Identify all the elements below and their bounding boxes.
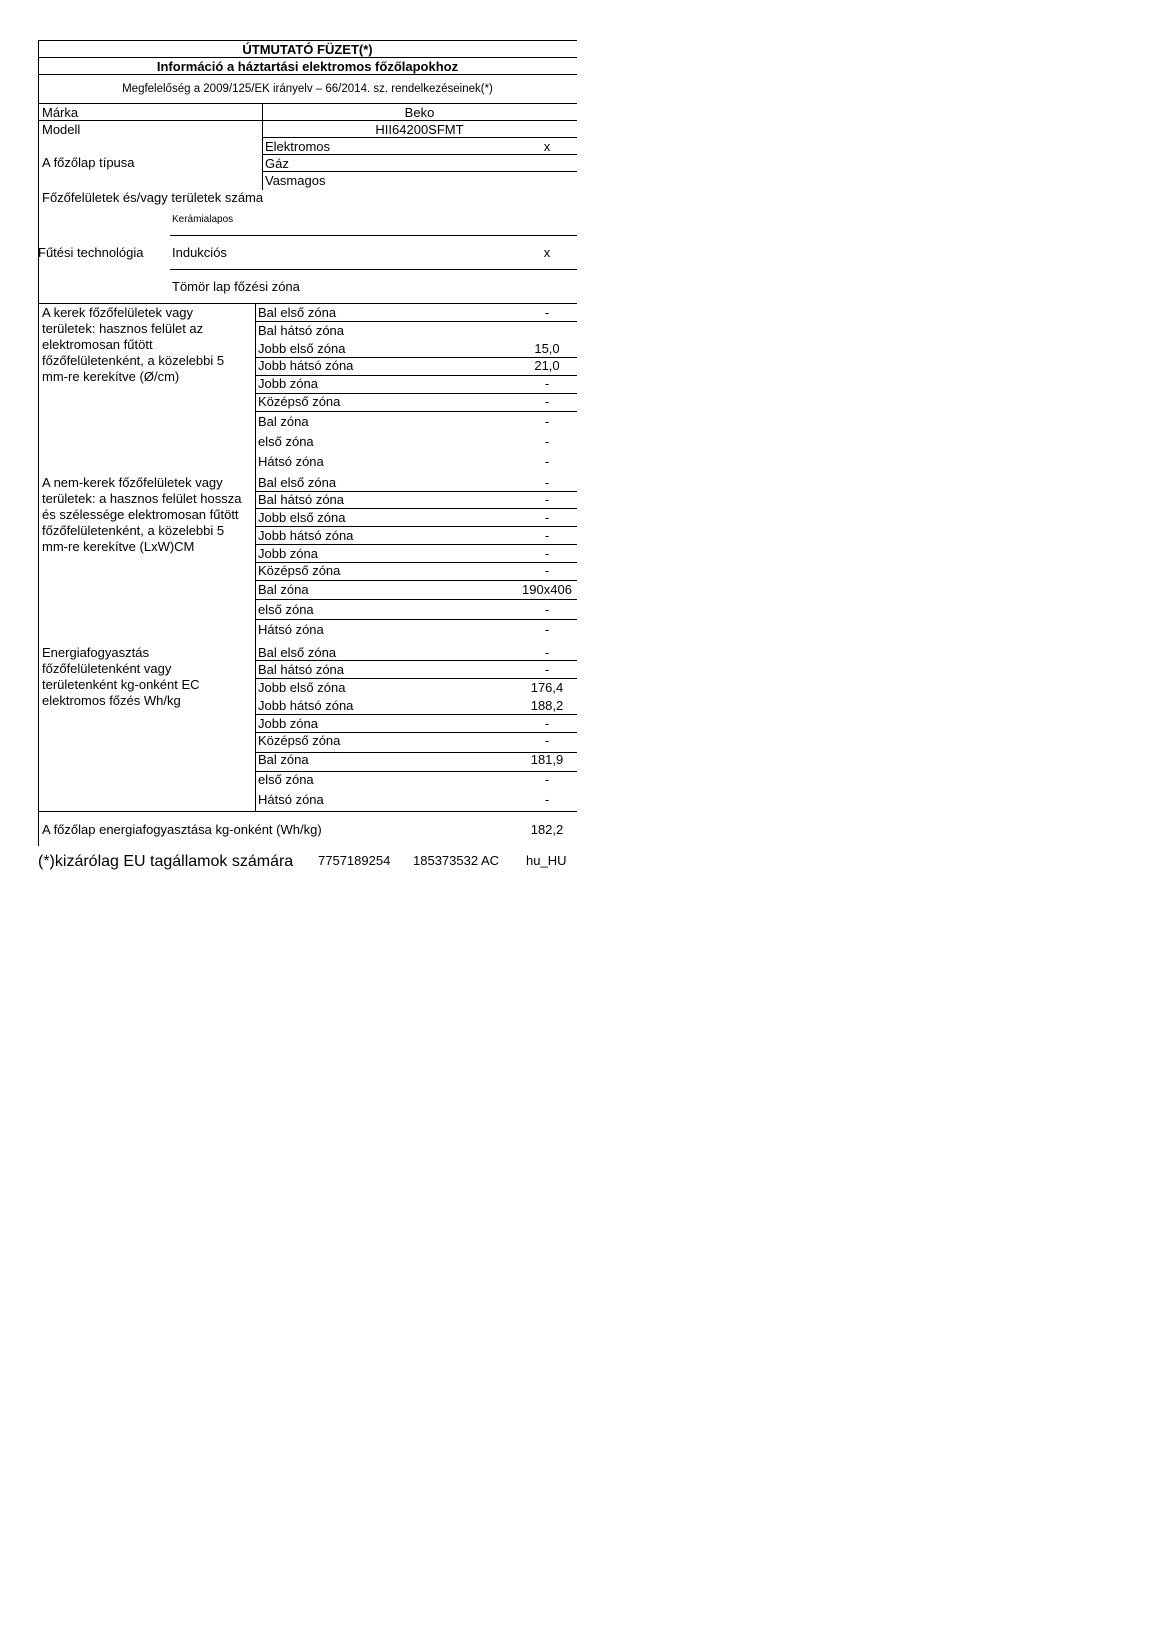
zone-value: - [544, 394, 550, 409]
heating-label: Fűtési technológia [38, 245, 144, 260]
zone-name: Középső zóna [258, 394, 341, 409]
zone-value: - [544, 376, 550, 391]
row-divider [255, 393, 577, 394]
footer-note: (*)kizárólag EU tagállamok számára [38, 853, 294, 870]
zone-name: Jobb hátsó zóna [258, 528, 354, 543]
total-label: A főzőlap energiafogyasztása kg-onként (Wh/kg) [42, 822, 322, 837]
brand-label: Márka [42, 105, 79, 120]
zone-value: - [544, 492, 550, 507]
zone-value: - [544, 475, 550, 490]
row-divider [255, 321, 577, 322]
divider [170, 269, 577, 270]
zone-value: - [544, 414, 550, 429]
row-divider [255, 732, 577, 733]
footer-code: 185373532 AC [413, 853, 500, 868]
divider [38, 303, 577, 304]
row-divider [255, 544, 577, 545]
zone-value: - [544, 772, 550, 787]
zone-value: - [544, 305, 550, 320]
zone-value: - [544, 662, 550, 677]
divider [38, 103, 577, 104]
row-divider [255, 678, 577, 679]
row-divider [255, 411, 577, 412]
row-divider [255, 599, 577, 600]
zone-value: - [544, 716, 550, 731]
divider [38, 74, 577, 75]
zones-count-label: Főzőfelületek és/vagy területek száma [42, 190, 264, 205]
divider [38, 811, 577, 812]
zone-name: Jobb zóna [258, 376, 318, 391]
page-title: ÚTMUTATÓ FÜZET(*) [242, 42, 373, 57]
divider [262, 154, 577, 155]
brand-value: Beko [404, 105, 435, 120]
divider [170, 235, 577, 236]
zone-name: Bal zóna [258, 582, 309, 597]
heating-option: Tömör lap főzési zóna [172, 279, 300, 294]
row-divider [255, 491, 577, 492]
zone-name: Jobb első zóna [258, 341, 346, 356]
zone-value: 15,0 [534, 341, 560, 356]
heating-mark: x [543, 245, 551, 260]
hob-type-option: Vasmagos [265, 173, 326, 188]
zone-value: - [544, 792, 550, 807]
zone-value: - [544, 434, 550, 449]
zone-value: - [544, 510, 550, 525]
divider [262, 171, 577, 172]
row-divider [255, 580, 577, 581]
zone-name: Bal első zóna [258, 475, 337, 490]
divider [262, 137, 577, 138]
zone-value: - [544, 645, 550, 660]
hob-type-option: Elektromos [265, 139, 331, 154]
model-value: HII64200SFMT [375, 122, 464, 137]
zone-name: Bal hátsó zóna [258, 323, 345, 338]
zone-name: első zóna [258, 772, 314, 787]
zone-value: 21,0 [534, 358, 560, 373]
zone-value: - [544, 563, 550, 578]
zone-name: Középső zóna [258, 733, 341, 748]
zone-value: - [544, 528, 550, 543]
energy-section-label: Energiafogyasztás főzőfelületenként vagy területenként kg-onként EC elektromos főzés Wh/kg [42, 645, 200, 708]
total-value: 182,2 [530, 822, 564, 837]
row-divider [255, 660, 577, 661]
zone-name: Hátsó zóna [258, 622, 324, 637]
zone-value: - [544, 622, 550, 637]
heating-option: Kerámialapos [172, 214, 234, 225]
hob-type-label: A főzőlap típusa [42, 155, 135, 170]
zone-value: - [544, 602, 550, 617]
hob-type-option: Gáz [265, 156, 289, 171]
zone-value: - [544, 733, 550, 748]
zone-name: Jobb hátsó zóna [258, 698, 354, 713]
zone-name: Bal első zóna [258, 305, 337, 320]
zone-name: Jobb zóna [258, 716, 318, 731]
footer-locale: hu_HU [526, 853, 567, 868]
row-divider [255, 714, 577, 715]
column-divider [255, 303, 256, 811]
table-left-border [38, 40, 39, 846]
row-divider [255, 375, 577, 376]
hob-type-mark: x [543, 139, 551, 154]
zone-name: Bal hátsó zóna [258, 492, 345, 507]
heating-option: Indukciós [172, 245, 227, 260]
zone-name: Hátsó zóna [258, 454, 324, 469]
zone-value: - [544, 546, 550, 561]
row-divider [255, 526, 577, 527]
zone-name: Bal hátsó zóna [258, 662, 345, 677]
round-zones-section-label: A kerek főzőfelületek vagy területek: hasznos felület az elektromosan fűtött főzőfelületenként, a közelebbi 5 mm-re kerekítve (Ø/cm) [42, 305, 225, 384]
zone-name: Hátsó zóna [258, 792, 324, 807]
footer-code: 7757189254 [318, 853, 391, 868]
row-divider [255, 619, 577, 620]
row-divider [255, 562, 577, 563]
table-top-border [38, 40, 577, 41]
model-label: Modell [42, 122, 81, 137]
row-divider [255, 357, 577, 358]
zone-value: - [544, 454, 550, 469]
zone-name: Bal zóna [258, 752, 309, 767]
page-subtitle: Információ a háztartási elektromos főzőlapokhoz [156, 59, 459, 74]
zone-name: Jobb zóna [258, 546, 318, 561]
row-divider [255, 508, 577, 509]
row-divider [255, 752, 577, 753]
zone-name: Bal első zóna [258, 645, 337, 660]
row-divider [255, 771, 577, 772]
zone-name: Jobb első zóna [258, 510, 346, 525]
zone-name: Jobb első zóna [258, 680, 346, 695]
divider [38, 57, 577, 58]
divider [38, 120, 577, 121]
zone-name: első zóna [258, 602, 314, 617]
regulation-note: Megfelelőség a 2009/125/EK irányelv – 66/2014. sz. rendelkezéseinek(*) [122, 83, 493, 95]
zone-value: 188,2 [530, 698, 564, 713]
zone-name: első zóna [258, 434, 314, 449]
zone-value: 176,4 [530, 680, 564, 695]
zone-value: 181,9 [530, 752, 564, 767]
zone-name: Bal zóna [258, 414, 309, 429]
zone-name: Középső zóna [258, 563, 341, 578]
zone-value: 190x406 [522, 582, 572, 597]
nonround-zones-section-label: A nem-kerek főzőfelületek vagy területek: a hasznos felület hossza és szélessége elektromosan fűtött főzőfelületenként, a közelebbi 5 mm-re kerekítve (LxW)CM [42, 475, 242, 554]
zone-name: Jobb hátsó zóna [258, 358, 354, 373]
